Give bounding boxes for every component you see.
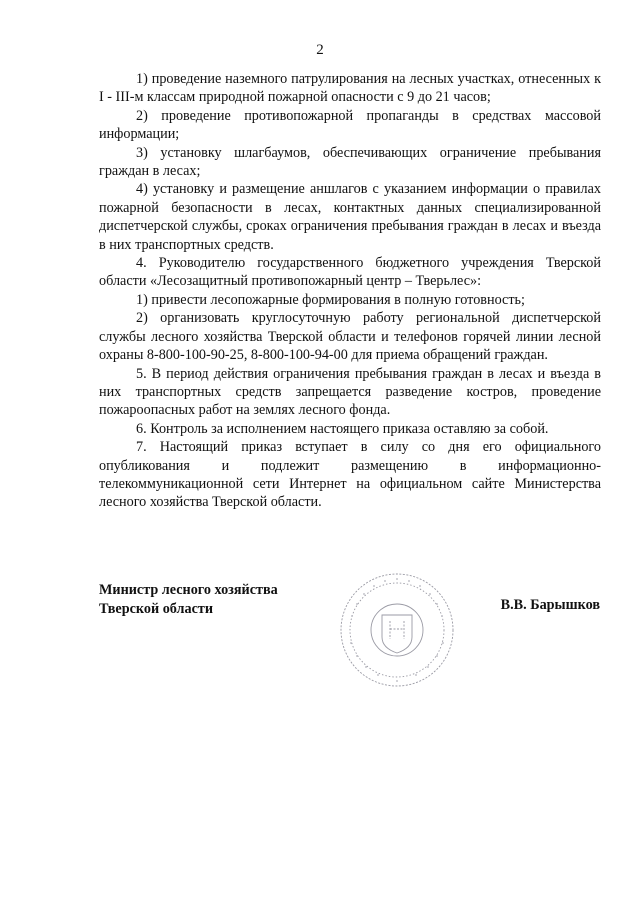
- paragraph-item-4: 4. Руководителю государственного бюджетного учреждения Тверской области «Лесозащитный противопожарный центр – Тверьлес»:: [99, 255, 601, 290]
- paragraph-barriers: 3) установку шлагбаумов, обеспечивающих ограничение пребывания граждан в лесах;: [99, 144, 601, 180]
- order-body: [99, 70, 601, 512]
- paragraph-patrolling: 1) проведение наземного патрулирования на лесных участках, отнесенных к I - III-м классам природной пожарной опасности с 9 до 21 часов;: [99, 71, 601, 106]
- paragraph-hotline: 2) организовать круглосуточную работу региональной диспетчерской службы лесного хозяйства Тверской области и телефонов горячей линии лесной охраны 8-800-100-90-25, 8-800-100-94-00 для приема обращений граждан.: [99, 310, 601, 364]
- paragraph-propaganda: 2) проведение противопожарной пропаганды в средствах массовой информации;: [99, 107, 601, 143]
- signatory-name: В.В. Барышков: [500, 597, 600, 613]
- signatory-title-line1: Министр лесного хозяйства: [99, 582, 278, 598]
- signatory-title: [99, 581, 278, 619]
- paragraph-item-7: 7. Настоящий приказ вступает в силу со дня его официального опубликования и подлежит размещению в информационно-телекоммуникационной сети Интернет на официальном сайте Министерства лесного хозяйства Тверской области.: [99, 439, 601, 511]
- official-seal: [338, 571, 456, 689]
- paragraph-item-6: 6. Контроль за исполнением настоящего приказа оставляю за собой.: [136, 420, 549, 437]
- page-number: 2: [316, 42, 324, 58]
- signatory-title-line2: Тверской области: [99, 601, 214, 617]
- paragraph-item-5: 5. В период действия ограничения пребывания граждан в лесах и въезда в них транспортных средств запрещается разведение костров, проведение пожароопасных работ на землях лесного фонда.: [99, 365, 601, 419]
- paragraph-signs: 4) установку и размещение аншлагов с указанием информации о правилах пожарной безопасности в лесах, контактных данных специализированной диспетчерской службы, сроках ограничения пребывания граждан в лесах и въезда в них транспортных средств.: [99, 181, 601, 253]
- paragraph-readiness: 1) привести лесопожарные формирования в полную готовность;: [136, 291, 525, 308]
